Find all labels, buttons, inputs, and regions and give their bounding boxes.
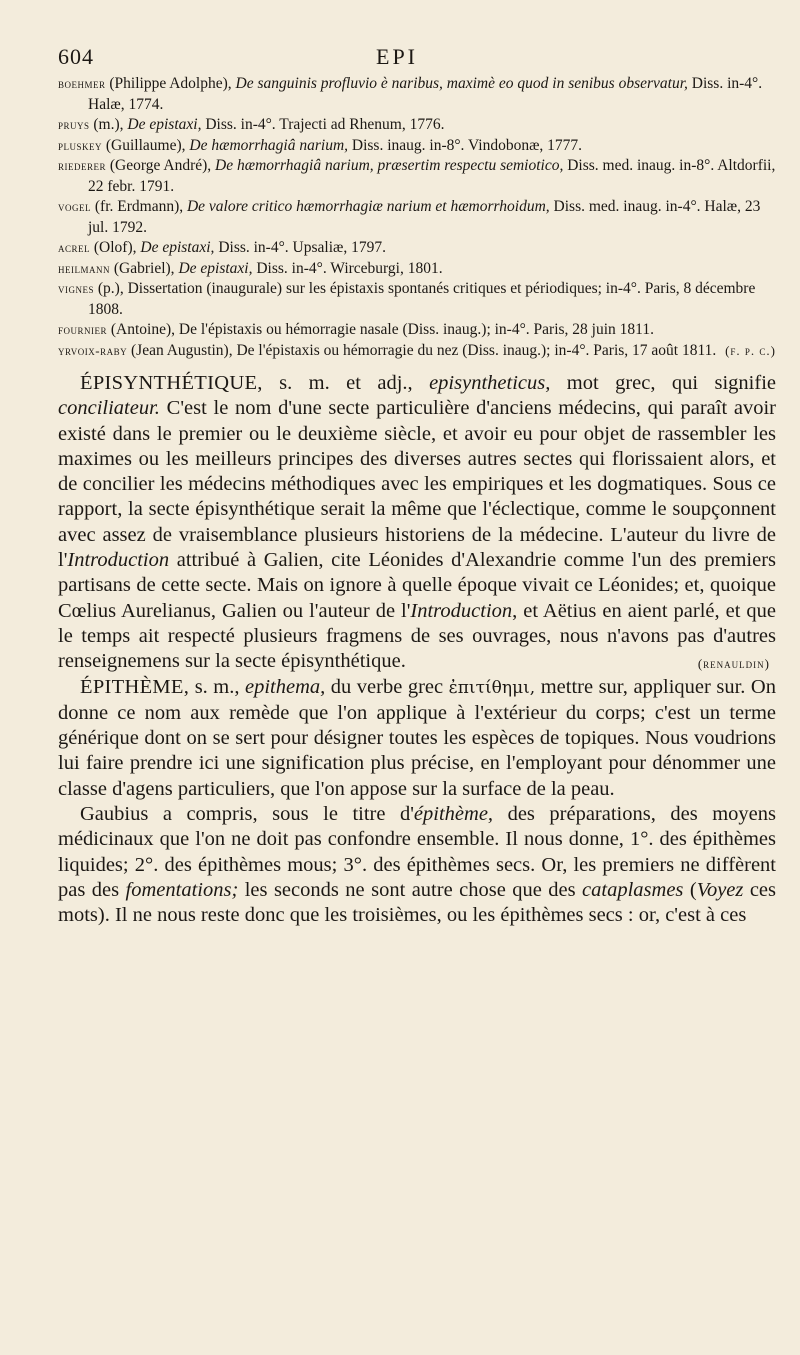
running-head xyxy=(58,34,776,68)
bib-entry: boehmer (Philippe Adolphe), De sanguinis profluvio è naribus, maximè eo quod in senibus observatur, Diss. in-4°. Halæ, 1774. xyxy=(58,75,763,113)
page-number: 604 xyxy=(58,44,94,69)
article-body xyxy=(58,371,776,929)
article-epitheme: ÉPITHÈME, s. m., epithema, du verbe grec ἐπιτίθημι, mettre sur, appliquer sur. On donne ce nom aux remède que l'on applique à l'extérieur du corps; c'est un terme générique dont on se sert pour désigner toutes les espèces de topiques. Nous voudrions lui faire prendre ici une signification plus précise, en l'employant pour dénommer une classe d'agens particuliers, que l'on appose sur la surface de la peau. xyxy=(58,675,776,800)
section-spacer xyxy=(58,361,776,371)
bib-entry: yrvoix-raby (Jean Augustin), De l'épistaxis ou hémorragie du nez (Diss. inaug.); in-4°. Paris, 17 août 1811. (f. p. c.) xyxy=(58,341,776,362)
bibliography xyxy=(58,74,776,361)
bib-entry: vogel (fr. Erdmann), De valore critico hæmorrhagiæ narium et hæmorrhoidum, Diss. med. inaug. in-4°. Halæ, 23 jul. 1792. xyxy=(58,198,761,236)
article-episynthetique: ÉPISYNTHÉTIQUE, s. m. et adj., episyntheticus, mot grec, qui signifie conciliateur. C'est le nom d'une secte particulière d'anciens médecins, qui paraît avoir existé dans le premier ou le deuxième siècle, et avoir eu pour objet de rassembler les maximes ou les meilleurs principes des diverses autres sectes qui florissaient alors, et de concilier les médecins méthodiques avec les empiriques et les dogmatiques. Sous ce rapport, la secte épisynthétique serait la même que l'éclectique, comme le soupçonnent avec assez de vraisemblance plusieurs historiens de la médecine. L'auteur du livre de l'Introduction attribué à Galien, cite Léonides d'Alexandrie comme l'un des premiers partisans de cette secte. Mais on ignore à quelle époque vivait ce Léonides; et, quoique Cœlius Aurelianus, Galien ou l'auteur de l'Introduction, et Aëtius en aient parlé, et que le temps ait respecté plusieurs fragmens de ses ouvrages, nous n'avons pas d'autres renseignemens sur la secte épisynthétique. xyxy=(58,372,776,673)
headword: ÉPISYNTHÉTIQUE, xyxy=(80,372,263,394)
bib-entry: fournier (Antoine), De l'épistaxis ou hémorragie nasale (Diss. inaug.); in-4°. Paris, 28 juin 1811. xyxy=(58,321,654,338)
bibliography-signoff: (f. p. c.) xyxy=(725,342,776,358)
greek-word: ἐπιτίθημι, xyxy=(448,677,536,698)
running-title: EPI xyxy=(376,44,418,69)
bib-entry: acrel (Olof), De epistaxi, Diss. in-4°. Upsaliæ, 1797. xyxy=(58,239,386,256)
bib-entry: riederer (George André), De hæmorrhagiâ narium, præsertim respectu semiotico, Diss. med. inaug. in-8°. Altdorfii, 22 febr. 1791. xyxy=(58,157,776,195)
bib-entry: vignes (p.), Dissertation (inaugurale) sur les épistaxis spontanés critiques et périodiques; in-4°. Paris, 8 décembre 1808. xyxy=(58,280,756,318)
bib-entry: pruys (m.), De epistaxi, Diss. in-4°. Trajecti ad Rhenum, 1776. xyxy=(58,116,445,133)
article-epitheme-continued: Gaubius a compris, sous le titre d'épithème, des préparations, des moyens médicinaux que l'on ne doit pas confondre ensemble. Il nous donne, 1°. des épithèmes liquides; 2°. des épithèmes mous; 3°. des épithèmes secs. Or, les premiers ne diffèrent pas des fomentations; les seconds ne sont autre chose que des cataplasmes (Voyez ces mots). Il ne nous reste donc que les troisièmes, ou les épithèmes secs : or, c'est à ces xyxy=(58,803,776,927)
bib-entry: heilmann (Gabriel), De epistaxi, Diss. in-4°. Wirceburgi, 1801. xyxy=(58,259,443,277)
headword: ÉPITHÈME, xyxy=(80,675,190,698)
bib-entry: pluskey (Guillaume), De hæmorrhagiâ narium, Diss. inaug. in-8°. Vindobonæ, 1777. xyxy=(58,136,583,154)
author-signoff: (renauldin) xyxy=(697,655,770,671)
